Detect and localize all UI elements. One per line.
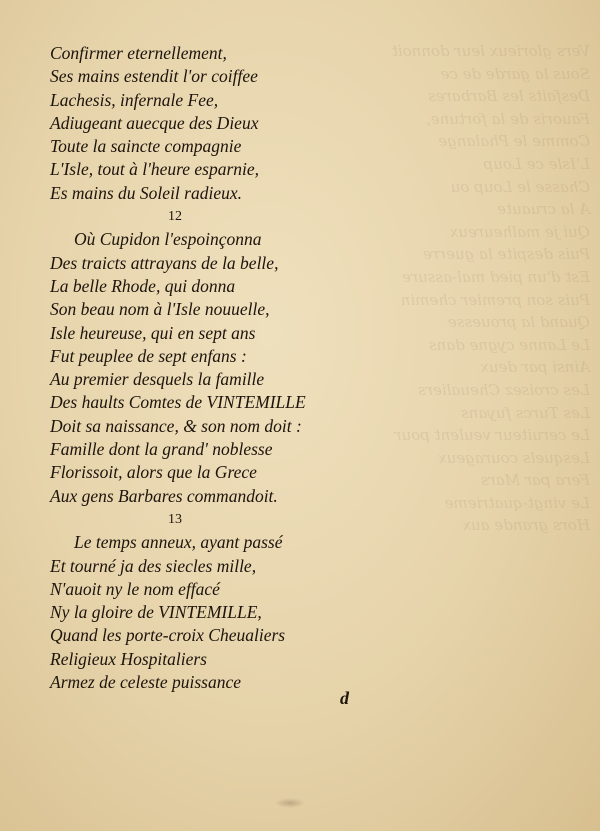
verse-line: Le temps anneux, ayant passé [74,532,283,553]
verse-line: N'auoit ny le nom effacé [50,578,220,599]
verse-line: Son beau nom à l'Isle nouuelle, [50,299,270,320]
stanza-b [50,205,510,508]
verse-line: Où Cupidon l'espoinçonna [74,229,262,250]
verse-line: Religieux Hospitaliers [50,648,207,669]
verse-line: L'Isle, tout à l'heure esparnie, [50,159,260,180]
stanza-a [50,42,510,205]
verse-line: Au premier desquels la famille [50,369,265,390]
verse-line: Ses mains estendit l'or coiffee [50,66,258,87]
stanza-number: 13 [168,511,182,527]
verse-line: Des traicts attrayans de la belle, [50,252,279,273]
verse-line: Isle heureuse, qui en sept ans [50,322,256,343]
show-through-text: Vers glorieux leur donnoit Sous la garde de ce Desfaits les Barbares Fauoris de la fortune, Comme le Phalange L'Isle ce Loup Chasse le Loup ou A la cruaute Qui je malheureux Puis despite la guerre Est d'un pied mal-assure Puis son premier chemin Quand la prouesse Le Lanne cygne dans Ainsi par deux Les croisez Cheualiers Les Turcs fuyans Le ceruiteur veulent pour Lesquels courageux Fera par Mars Le vingt-quatrieme Hors grande aux [391,42,590,535]
verse-line: Et tourné ja des siecles mille, [50,555,257,576]
verse-line: Lachesis, infernale Fee, [50,89,219,110]
verse-line: Quand les porte-croix Cheualiers [50,625,286,646]
verse-line: Doit sa naissance, & son nom doit : [50,415,302,436]
verse-line: Toute la saincte compagnie [50,136,242,157]
verse-line: Es mains du Soleil radieux. [50,182,242,203]
verse-line: Ny la gloire de VINTEMILLE, [50,602,262,623]
verse-line: Confirmer eternellement, [50,43,227,63]
page-smudge [275,798,305,808]
stanza-number: 12 [168,209,182,225]
signature-mark: d [340,688,349,708]
verse-line: La belle Rhode, qui donna [50,275,236,296]
verse-line: Armez de celeste puissance [50,672,241,693]
verse-line: Florissoit, alors que la Grece [50,462,257,483]
verse-line: Famille dont la grand' noblesse [50,439,273,460]
stanza-c [50,508,510,694]
verse-line: Fut peuplee de sept enfans : [50,345,247,366]
verse-line: Aux gens Barbares commandoit. [50,485,278,506]
verse-line: Des haults Comtes de VINTEMILLE [50,392,306,413]
verse-line: Adiugeant auecque des Dieux [50,112,259,133]
poem-text [50,42,510,694]
